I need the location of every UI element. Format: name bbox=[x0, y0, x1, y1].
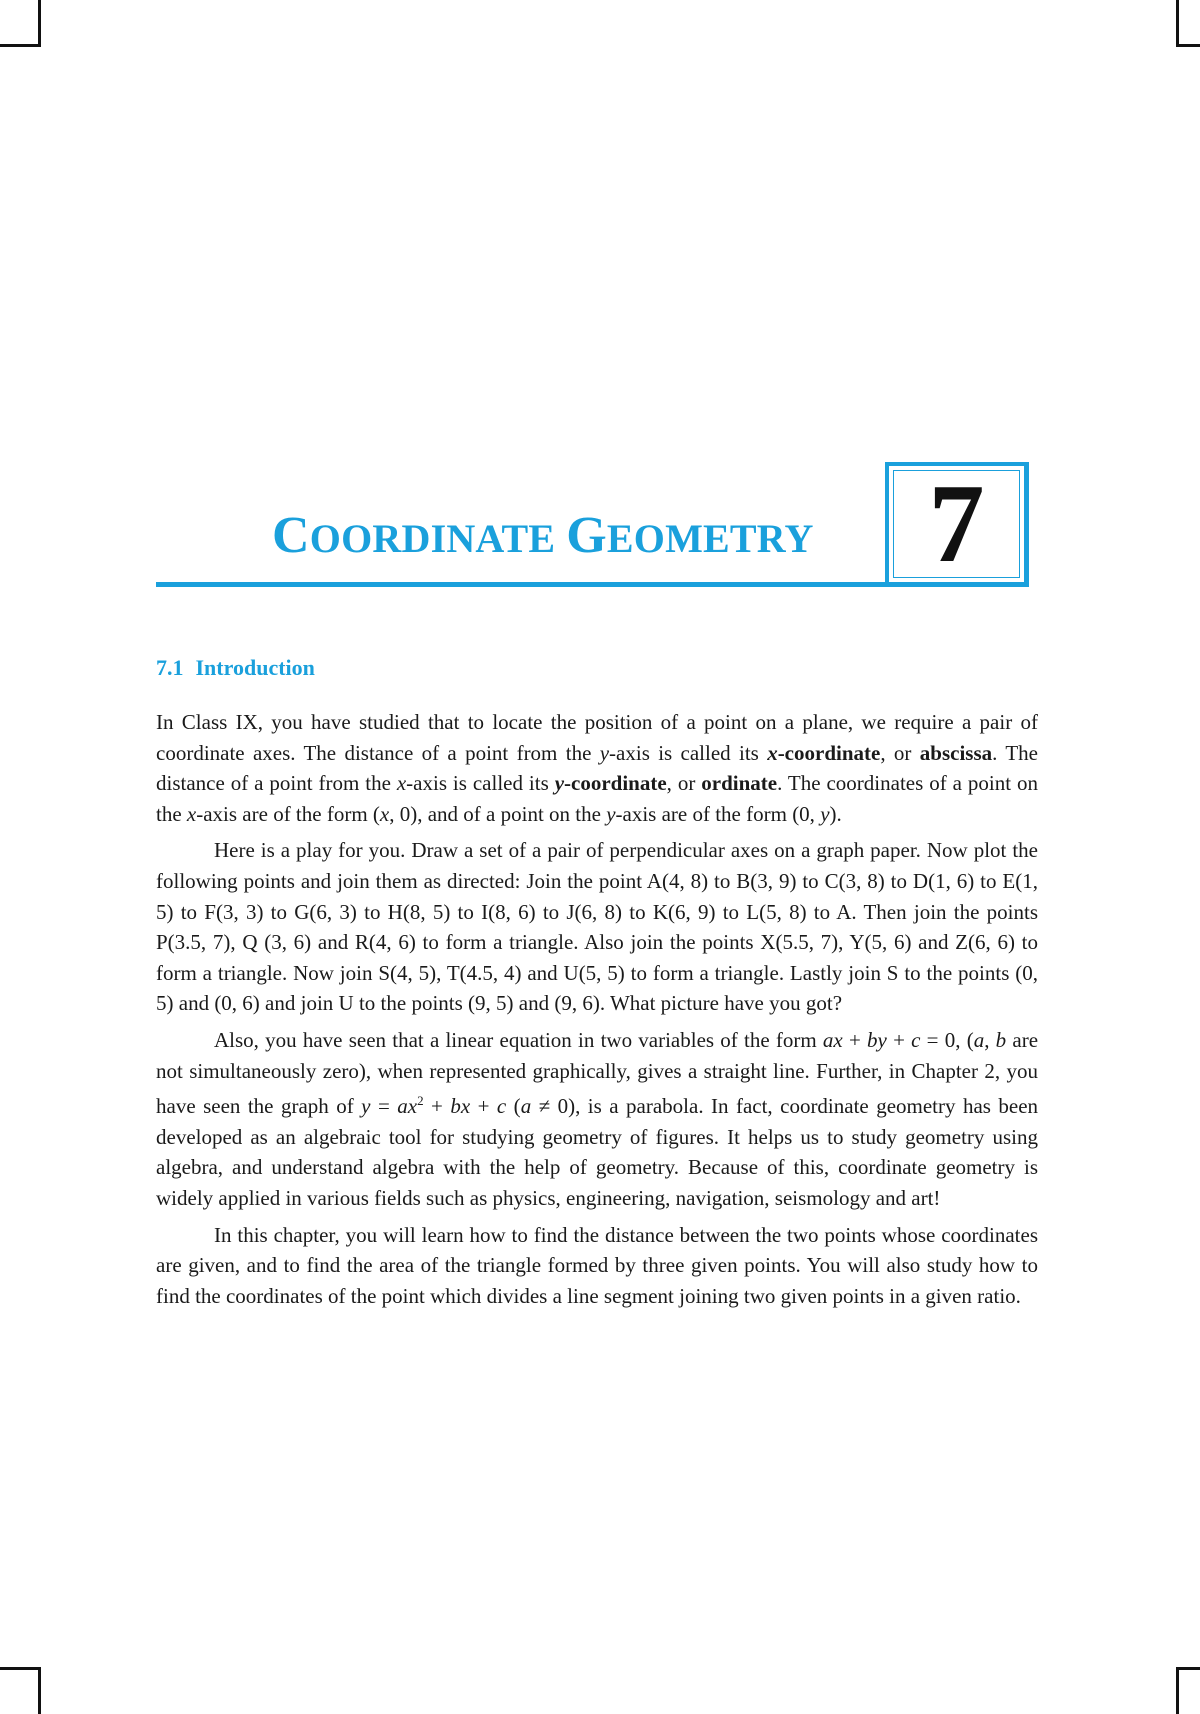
text-run: ax bbox=[822, 1027, 843, 1052]
text-run: , bbox=[984, 1027, 996, 1052]
chapter-number: 7 bbox=[928, 462, 985, 586]
text-run: -axis are of the form (0, bbox=[615, 801, 821, 826]
text-run: . The distance of a point from the bbox=[156, 740, 1038, 796]
text-run: by bbox=[867, 1027, 887, 1052]
text-run: Also, you have seen that a linear equation in two variables of the form bbox=[214, 1027, 823, 1052]
text-run: y bbox=[554, 771, 565, 796]
chapter-title-initial: G bbox=[566, 507, 607, 564]
text-run: b bbox=[995, 1027, 1007, 1052]
text-run: x bbox=[396, 771, 407, 796]
body-text bbox=[156, 707, 1038, 1317]
chapter-title-text bbox=[272, 507, 814, 564]
crop-mark-bottom-right-horizontal bbox=[1176, 1667, 1200, 1670]
text-run: 2 bbox=[417, 1093, 424, 1109]
crop-mark-bottom-left-horizontal bbox=[0, 1667, 41, 1670]
paragraph-2 bbox=[156, 835, 1038, 1019]
chapter-title-initial: C bbox=[272, 507, 310, 564]
crop-mark-top-left-horizontal bbox=[0, 44, 41, 47]
text-run: In Class IX, you have studied that to locate the position of a point on a plane, we require a pair of coordinate axes. The distance of a point from the bbox=[156, 710, 1038, 765]
text-run: c bbox=[496, 1094, 507, 1119]
text-run: -axis are of the form ( bbox=[196, 801, 380, 826]
text-run: y bbox=[606, 801, 616, 826]
text-run: + bbox=[886, 1027, 912, 1052]
text-run: a bbox=[973, 1027, 985, 1052]
text-run: y bbox=[361, 1094, 371, 1119]
text-run: abscissa bbox=[919, 740, 993, 765]
text-run: x bbox=[186, 801, 197, 826]
text-run: + bbox=[842, 1027, 868, 1052]
text-run: ax bbox=[397, 1094, 418, 1119]
text-run: bx bbox=[450, 1094, 471, 1119]
text-run: -coordinate bbox=[564, 771, 667, 796]
text-run: , or bbox=[880, 740, 920, 765]
text-run: y bbox=[599, 740, 610, 765]
text-run: = 0, ( bbox=[920, 1027, 974, 1052]
text-run: -axis is called its bbox=[406, 771, 555, 796]
text-run: Here is a play for you. Draw a set of a pair of perpendicular axes on a graph paper. Now plot the following points and join them as directed: Join the point A(4, 8) to B(3, 9) to C(3, 8) to D(1, 6) to E(1, 5) to F(3, 3) to G(6, 3) to H(8, 5) to I(8, 6) to J(6, 8) to K(6, 9) to L(5, 8) to A. Then join the points P(3.5, 7), Q (3, 6) and R(4, 6) to form a triangle. Also join the points X(5.5, 7), Y(5, 6) and Z(6, 6) to form a triangle. Now join S(4, 5), T(4.5, 4) and U(5, 5) to form a triangle. Lastly join S to the points (0, 5) and (0, 6) and join U to the points (9, 5) and (9, 6). What picture have you got? bbox=[156, 838, 1038, 1016]
text-run: x bbox=[379, 801, 390, 826]
paragraph-3 bbox=[156, 1025, 1038, 1214]
crop-mark-bottom-left-vertical bbox=[38, 1667, 41, 1714]
crop-mark-top-right-horizontal bbox=[1176, 44, 1200, 47]
chapter-title bbox=[272, 507, 882, 564]
text-run: are not simultaneously zero), when represented graphically, gives a straight line. Further, in Chapter 2, you have seen the graph of bbox=[156, 1027, 1039, 1119]
text-run: x bbox=[767, 740, 778, 765]
section-number: 7.1 bbox=[156, 655, 184, 680]
text-run: y bbox=[820, 801, 830, 826]
text-run: ). bbox=[829, 801, 842, 826]
crop-mark-top-left-vertical bbox=[38, 0, 41, 46]
crop-mark-top-right-vertical bbox=[1176, 0, 1179, 46]
text-run: = bbox=[370, 1094, 398, 1119]
paragraph-4 bbox=[156, 1220, 1038, 1312]
text-run: . The coordinates of a point on the bbox=[156, 771, 1038, 826]
chapter-title-rule bbox=[156, 582, 886, 587]
text-run: a bbox=[520, 1094, 532, 1119]
text-run: ordinate bbox=[701, 771, 778, 796]
text-run: In this chapter, you will learn how to find the distance between the two points whose coordinates are given, and to find the area of the triangle formed by three given points. You will also study how to find the coordinates of the point which divides a line segment joining two given points in a given ratio. bbox=[156, 1222, 1038, 1308]
text-run: + bbox=[423, 1094, 451, 1119]
text-run: ≠ 0), is a parabola. In fact, coordinate geometry has been developed as an algebraic tool for studying geometry of figures. It helps us to study geometry using algebra, and understand algebra with the help of geometry. Because of this, coordinate geometry is widely applied in various fields such as physics, engineering, navigation, seismology and art! bbox=[156, 1094, 1039, 1210]
text-run: + bbox=[470, 1094, 497, 1119]
text-run: -coordinate bbox=[777, 740, 881, 765]
section-title: Introduction bbox=[195, 655, 315, 680]
chapter-title-rest: OORDINATE bbox=[309, 516, 556, 561]
chapter-title-rest: EOMETRY bbox=[606, 516, 814, 561]
text-run: ( bbox=[506, 1094, 521, 1119]
text-run: , 0), and of a point on the bbox=[389, 801, 607, 826]
text-run: c bbox=[911, 1027, 921, 1052]
paragraph-1 bbox=[156, 707, 1038, 829]
chapter-number-box bbox=[885, 462, 1029, 587]
text-run: , or bbox=[666, 771, 702, 796]
text-run: -axis is called its bbox=[609, 740, 768, 765]
crop-mark-bottom-right-vertical bbox=[1176, 1667, 1179, 1714]
section-heading bbox=[156, 655, 315, 681]
